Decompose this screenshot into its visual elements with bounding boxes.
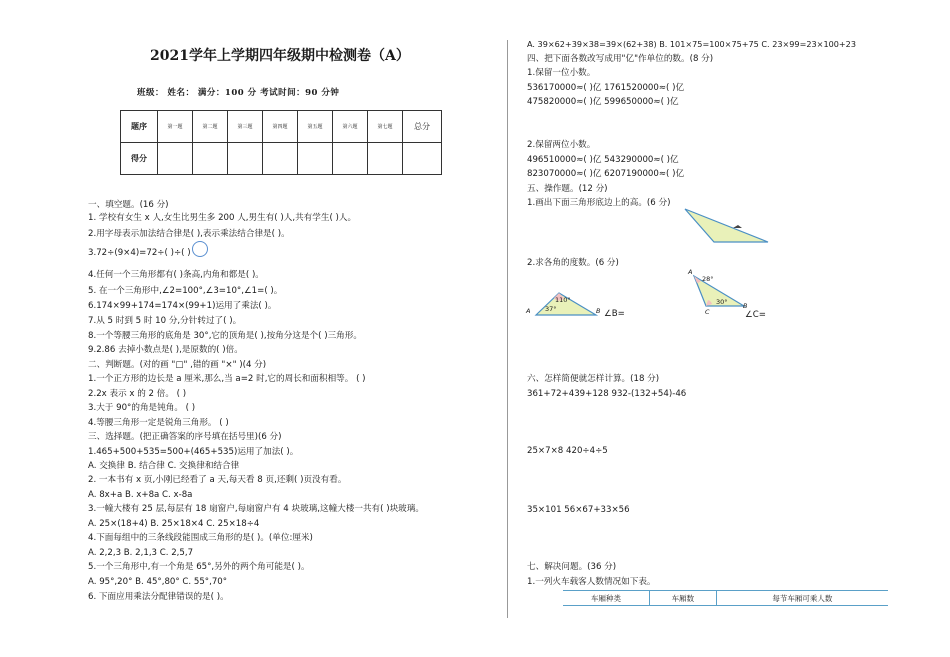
question-line: 1.一列火车载客人数情况如下表。 <box>527 577 656 587</box>
question-line: 3.一幢大楼有 25 层,每层有 18 扇窗户,每扇窗户有 4 块玻璃,这幢大楼一共有( )块玻璃。 <box>88 504 424 514</box>
score-cell[interactable] <box>333 143 368 175</box>
score-cell[interactable] <box>158 143 193 175</box>
score-value-label: 得分 <box>121 143 158 175</box>
question-line: 1.画出下面三角形底边上的高。(6 分) <box>527 198 671 208</box>
question-line: 1. 学校有女生 x 人,女生比男生多 200 人,男生有( )人,共有学生( )人。 <box>88 213 357 223</box>
page-title: 2021学年上学期四年级期中检测卷（A） <box>150 48 410 64</box>
question-line: 823070000≈( )亿 6207190000≈( )亿 <box>527 169 685 179</box>
option-line: A. 2,2,3 B. 2,1,3 C. 2,5,7 <box>88 548 194 558</box>
vertex-label: A <box>526 307 531 315</box>
score-row-label: 题序 <box>121 111 158 143</box>
angle-label: 37° <box>545 305 557 313</box>
question-line: 2.求各角的度数。(6 分) <box>527 258 619 268</box>
section-4-heading: 四、把下面各数改写成用"亿"作单位的数。(8 分) <box>527 54 714 64</box>
question-line: 536170000≈( )亿 1761520000≈( )亿 <box>527 83 685 93</box>
sub-heading: 1.保留一位小数。 <box>527 68 596 78</box>
score-col-3: 第三题 <box>228 111 263 143</box>
question-line: 4.等腰三角形一定是锐角三角形。 ( ) <box>88 418 229 428</box>
question-line: 5.一个三角形中,有一个角是 65°,另外的两个角可能是( )。 <box>88 562 310 572</box>
option-line: A. 39×62+39×38=39×(62+38) B. 101×75=100×75+75 C. 23×99=23×100+23 <box>527 39 856 49</box>
section-2-heading: 二、判断题。(对的画 "□" ,错的画 "×" )(4 分) <box>88 360 267 370</box>
section-3-heading: 三、选择题。(把正确答案的序号填在括号里)(6 分) <box>88 432 282 442</box>
score-col-1: 第一题 <box>158 111 193 143</box>
triangle-figure-1 <box>680 205 770 245</box>
score-cell[interactable] <box>403 143 442 175</box>
question-line: 3.72÷(9×4)=72÷( )÷( ) <box>88 248 191 258</box>
vertex-label: B <box>743 302 748 310</box>
column-divider <box>507 40 508 618</box>
pencil-mark <box>733 225 742 228</box>
vertex-label: A <box>688 268 693 276</box>
calc-line: 361+72+439+128 932-(132+54)-46 <box>527 389 687 399</box>
question-line: 9.2.86 去掉小数点是( ),是原数的( )倍。 <box>88 345 243 355</box>
score-col-5: 第五题 <box>298 111 333 143</box>
score-table <box>120 110 442 175</box>
question-line: 1.465+500+535=500+(465+535)运用了加法( )。 <box>88 447 299 457</box>
question-line: 8.一个等腰三角形的底角是 30°,它的顶角是( ),按角分这是个( )三角形。 <box>88 331 362 341</box>
question-line: 2. 一本书有 x 页,小刚已经看了 a 天,每天看 8 页,还剩( )页没有看。 <box>88 475 347 485</box>
circle-mark <box>192 241 208 257</box>
score-cell[interactable] <box>368 143 403 175</box>
question-line: 1.一个正方形的边长是 a 厘米,那么,当 a=2 时,它的周长和面积相等。 ( ) <box>88 374 366 384</box>
table-header: 每节车厢可乘人数 <box>716 591 888 606</box>
vertex-label: B <box>596 307 601 315</box>
table-header: 车厢种类 <box>563 591 650 606</box>
table-header: 车厢数 <box>650 591 717 606</box>
triangle-figure-2 <box>526 285 616 325</box>
score-cell[interactable] <box>228 143 263 175</box>
score-cell[interactable] <box>193 143 228 175</box>
vertex-label: C <box>705 308 710 316</box>
exam-info-line: 班级： 姓名： 满分：100 分 考试时间：90 分钟 <box>137 88 340 98</box>
question-line: 4.下面每组中的三条线段能围成三角形的是( )。(单位:厘米) <box>88 533 313 543</box>
section-6-heading: 六、怎样简便就怎样计算。(18 分) <box>527 374 660 384</box>
answer-blank: ∠B= <box>604 309 625 319</box>
section-7-heading: 七、解决问题。(36 分) <box>527 562 617 572</box>
angle-label: 30° <box>716 298 728 306</box>
calc-line: 35×101 56×67+33×56 <box>527 505 630 515</box>
question-line: 6.174×99+174=174×(99+1)运用了乘法( )。 <box>88 301 277 311</box>
question-line: 5. 在一个三角形中,∠2=100°,∠3=10°,∠1=( )。 <box>88 286 283 296</box>
question-line: 7.从 5 时到 5 时 10 分,分针转过了( )。 <box>88 316 242 326</box>
angle-label: 28° <box>702 275 714 283</box>
section-5-heading: 五、操作题。(12 分) <box>527 184 608 194</box>
option-line: A. 交换律 B. 结合律 C. 交换律和结合律 <box>88 461 240 471</box>
question-line: 2.2x 表示 x 的 2 倍。 ( ) <box>88 389 187 399</box>
section-1-heading: 一、填空题。(16 分) <box>88 200 169 210</box>
question-line: 2.用字母表示加法结合律是( ),表示乘法结合律是( )。 <box>88 229 290 239</box>
question-line: 475820000≈( )亿 599650000≈( )亿 <box>527 97 679 107</box>
calc-line: 25×7×8 420÷4÷5 <box>527 446 608 456</box>
question-line: 4.任何一个三角形都有( )条高,内角和都是( )。 <box>88 270 264 280</box>
question-line: 496510000≈( )亿 543290000≈( )亿 <box>527 155 679 165</box>
score-cell[interactable] <box>298 143 333 175</box>
score-col-7: 第七题 <box>368 111 403 143</box>
score-total-label: 总分 <box>403 111 442 143</box>
option-line: A. 25×(18+4) B. 25×18×4 C. 25×18÷4 <box>88 519 260 529</box>
angle-label: 110° <box>555 296 571 304</box>
score-col-4: 第四题 <box>263 111 298 143</box>
score-col-2: 第二题 <box>193 111 228 143</box>
option-line: A. 95°,20° B. 45°,80° C. 55°,70° <box>88 577 228 587</box>
question-line: 3.大于 90°的角是钝角。 ( ) <box>88 403 196 413</box>
triangle-shape <box>685 209 768 242</box>
option-line: A. 8x+a B. x+8a C. x-8a <box>88 490 193 500</box>
score-col-6: 第六题 <box>333 111 368 143</box>
sub-heading: 2.保留两位小数。 <box>527 140 596 150</box>
passenger-table <box>563 590 888 606</box>
answer-blank: ∠C= <box>745 310 766 320</box>
question-line: 6. 下面应用乘法分配律错误的是( )。 <box>88 592 229 602</box>
score-cell[interactable] <box>263 143 298 175</box>
